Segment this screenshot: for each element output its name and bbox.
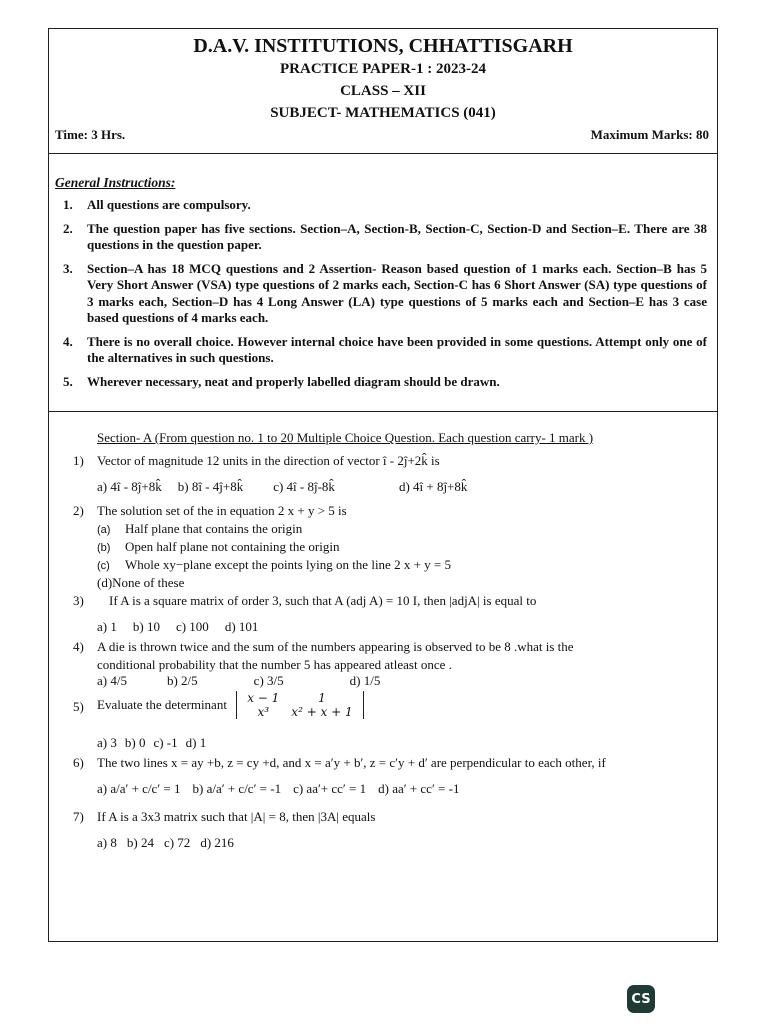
- q6-options: a) a/a′ + c/c′ = 1 b) a/a′ + c/c′ = -1 c) aa′+ cc′ = 1 d) aa′ + cc′ = -1: [97, 781, 460, 796]
- instruction-item: 2. The question paper has five sections. Section–A, Section-B, Section-C, Section-D and Section–E. There are 38 questions in the question paper.: [63, 220, 707, 252]
- paper-header: [49, 29, 717, 154]
- instructions-title: General Instructions:: [55, 175, 176, 190]
- max-marks-label: Maximum Marks: 80: [590, 127, 709, 142]
- q2-option-a: (a) Half plane that contains the origin: [97, 521, 303, 536]
- q2-option-c: (c) Whole xy−plane except the points lying on the line 2 x + y = 5: [97, 557, 451, 572]
- class-label: CLASS – XII: [340, 83, 426, 99]
- determinant: x − 1 1 x³ x² + x + 1: [236, 691, 363, 719]
- subject-label: SUBJECT- MATHEMATICS (041): [270, 105, 496, 121]
- instruction-item: 4. There is no overall choice. However internal choice have been provided in some questions. Attempt only one of the alternatives in such questions.: [63, 333, 707, 365]
- q2-option-d: (d)None of these: [97, 575, 185, 590]
- q7-options: a) 8 b) 24 c) 72 d) 216: [97, 835, 234, 850]
- section-a-heading: Section- A (From question no. 1 to 20 Multiple Choice Question. Each question carry- 1 mark ): [97, 430, 594, 445]
- general-instructions: [49, 153, 717, 412]
- instruction-item: 5. Wherever necessary, neat and properly labelled diagram should be drawn.: [63, 373, 500, 389]
- instruction-item: 1. All questions are compulsory.: [63, 197, 251, 212]
- paper-name: PRACTICE PAPER-1 : 2023-24: [280, 61, 486, 77]
- question-4-cont: conditional probability that the number 5 has appeared atleast once .: [97, 657, 452, 672]
- q4-options: a) 4/5 b) 2/5 c) 3/5 d) 1/5: [97, 673, 381, 688]
- institution-title: D.A.V. INSTITUTIONS, CHHATTISGARH: [193, 35, 573, 57]
- time-label: Time: 3 Hrs.: [55, 127, 126, 142]
- camscanner-badge-icon: CS: [627, 985, 655, 1013]
- instructions-list: [63, 197, 707, 397]
- q3-options: a) 1 b) 10 c) 100 d) 101: [97, 619, 259, 634]
- instruction-item: 3. Section–A has 18 MCQ questions and 2 Assertion- Reason based question of 1 marks each. Section–B has 5 Very Short Answer (VSA) type questions of 2 marks each, Section-C has 6 Short Answer (SA) type questions of 3 marks each, Section–D has 4 Long Answer (LA) type questions of 5 marks each and Section–E has 3 case based questions of 4 marks each.: [63, 260, 707, 325]
- section-a: Section- A (From question no. 1 to 20 Multiple Choice Question. Each question carry- 1 mark ) 1) Vector of magnitude 12 units in the direction of vector î - 2ĵ+2k̂ is a) 4î - 8ĵ+8k̂ b) 8î - 4ĵ+8k̂ c) 4î - 8ĵ-8k̂ d) 4î + 8ĵ+8k̂ 2) The solution set of the in equation 2 x + y > 5 is (a) Half plane that contains the origin (b) Open half plane not containing the origin (c) Whole xy−plane except the points lying on the line 2 x + y = 5 (d)None of these 3) If A is a square matrix of order 3, such that A (adj A) = 10 I, then |adjA| is equal to a) 1 b) 10 c) 100 d) 101 4) A die is thrown twice and the sum of the numbers appearing is observed to be 8 .what is the conditional probability that the number 5 has appeared atleast once . a) 4/5 b) 2/5 c) 3/5 d) 1/5 5) Evaluate the determinant x − 1 1 x³ x² + x + 1 a) 3 b) 0 c) -1 d) 1 6) The two lines x = ay +b, z = cy +d, and x = a′y + b′, z = c′y + d′ are perpendicular to each other, if a) a/a′ + c/c′ = 1 b) a/a′ + c/c′ = -1 c) aa′+ cc′ = 1 d) aa′ + cc′ = -1 7) If A is a 3x3 matrix such that |A| = 8, then |3A| equals a) 8 b) 24 c) 72 d) 216: [49, 413, 717, 941]
- q2-option-b: (b) Open half plane not containing the origin: [97, 539, 340, 554]
- q5-options: a) 3 b) 0 c) -1 d) 1: [97, 735, 207, 750]
- q1-options: a) 4î - 8ĵ+8k̂ b) 8î - 4ĵ+8k̂ c) 4î - 8ĵ-8k̂ d) 4î + 8ĵ+8k̂: [97, 479, 468, 494]
- paper-frame: [48, 28, 718, 942]
